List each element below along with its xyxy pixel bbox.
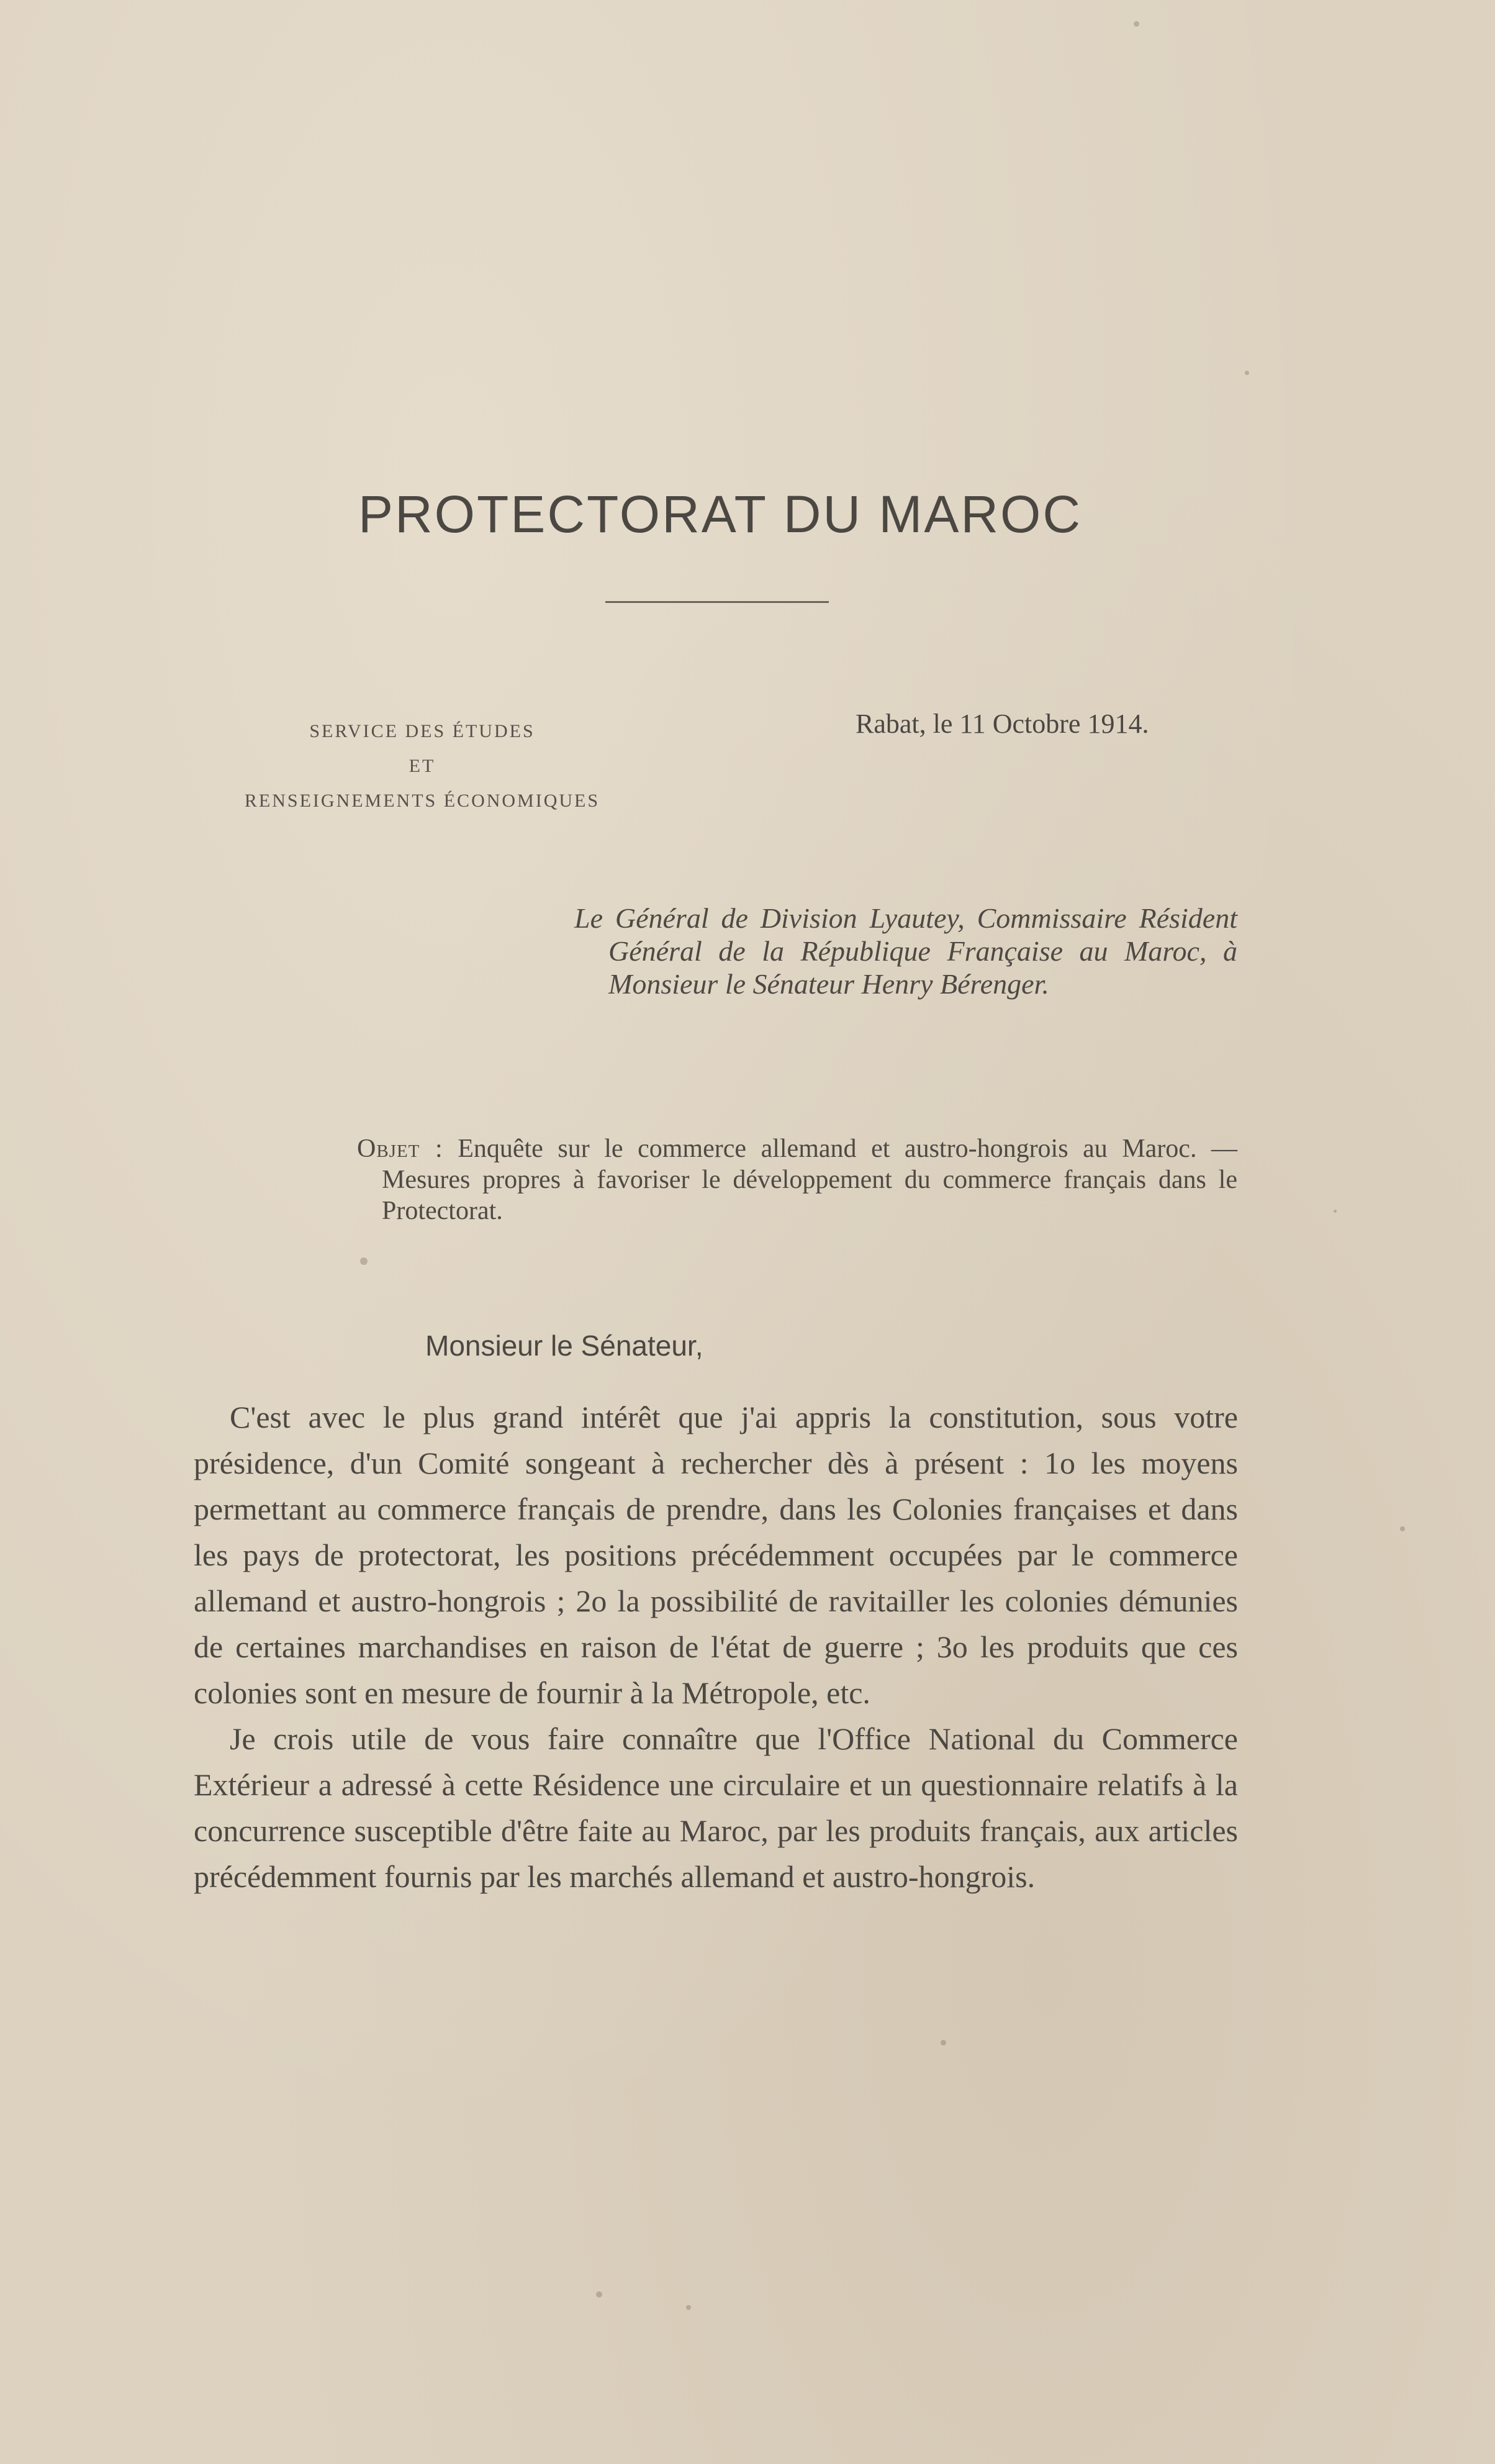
paper-speck <box>941 2040 946 2045</box>
service-heading <box>205 714 639 818</box>
body-paragraph-2: Je crois utile de vous faire connaître que l'Office National du Commerce Extérieur a adressé à cette Résidence une circulaire et un questionnaire relatifs à la concurrence susceptible d'être faite au Maroc, par les produits français, aux articles précédemment fournis par les marchés allemand et austro-hongrois. <box>194 1721 1238 1894</box>
service-line-1: SERVICE DES ÉTUDES <box>309 721 535 741</box>
subject-label: Objet : <box>357 1135 443 1163</box>
paper-speck <box>360 1257 368 1265</box>
paper-speck <box>1134 21 1139 27</box>
letter-date: Rabat, le 11 Octobre 1914. <box>856 709 1149 739</box>
address-text: Le Général de Division Lyautey, Commissaire Résident Général de la République Française au Maroc, à Monsieur le Sénateur Henry Bérenger. <box>574 902 1237 1000</box>
title-divider <box>605 601 829 603</box>
paper-speck <box>1245 371 1249 375</box>
paper-speck <box>1334 1210 1337 1213</box>
letter-body <box>194 1394 1238 1900</box>
page-title: PROTECTORAT DU MAROC <box>358 485 1083 543</box>
salutation: Monsieur le Sénateur, <box>425 1329 703 1362</box>
subject-text: Enquête sur le commerce allemand et austro-hongrois au Maroc. — Mesures propres à favoriser le développement du commerce français dans le Protectorat. <box>382 1135 1238 1225</box>
paper-speck <box>1400 1526 1405 1531</box>
paper-speck <box>686 2305 691 2310</box>
service-line-2: ET <box>409 756 436 776</box>
address-block <box>574 902 1237 1000</box>
subject-block <box>357 1133 1237 1226</box>
body-paragraph-1: C'est avec le plus grand intérêt que j'ai appris la constitution, sous votre présidence, d'un Comité songeant à rechercher dès à présent : 1o les moyens permettant au commerce français de prendre, dans les Colonies françaises et dans les pays de protectorat, les positions précédemment occupées par le commerce allemand et austro-hongrois ; 2o la possibilité de ravitailler les colonies démunies de certaines marchandises en raison de l'état de guerre ; 3o les produits que ces colonies sont en mesure de fournir à la Métropole, etc. <box>194 1400 1238 1710</box>
paper-speck <box>596 2291 602 2298</box>
service-line-3: RENSEIGNEMENTS ÉCONOMIQUES <box>244 790 600 811</box>
